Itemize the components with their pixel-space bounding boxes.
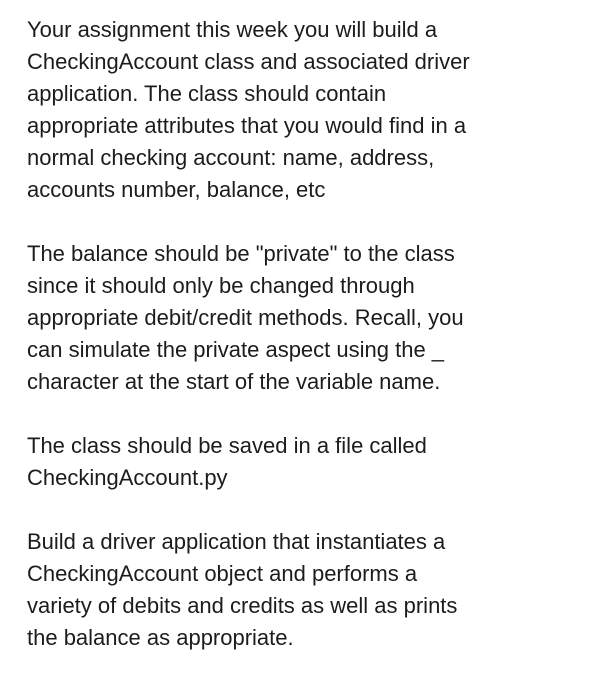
text-line: appropriate attributes that you would find in a	[27, 113, 467, 138]
text-line: CheckingAccount object and performs a	[27, 561, 418, 586]
text-line: character at the start of the variable name.	[27, 369, 441, 394]
text-line: variety of debits and credits as well as prints	[27, 593, 458, 618]
paragraph-assignment-overview	[27, 14, 571, 206]
text-line: CheckingAccount.py	[27, 465, 228, 490]
text-line: since it should only be changed through	[27, 273, 415, 298]
text-line: the balance as appropriate.	[27, 625, 294, 650]
paragraph-private-balance	[27, 238, 571, 398]
paragraph-driver-application	[27, 526, 571, 654]
text-line: accounts number, balance, etc	[27, 177, 326, 202]
text-line: appropriate debit/credit methods. Recall, you	[27, 305, 464, 330]
text-line: CheckingAccount class and associated driver	[27, 49, 470, 74]
text-line: Your assignment this week you will build a	[27, 17, 438, 42]
text-line: can simulate the private aspect using the _	[27, 337, 445, 362]
text-line: application. The class should contain	[27, 81, 387, 106]
text-line: Build a driver application that instantiates a	[27, 529, 446, 554]
text-line: The class should be saved in a file called	[27, 433, 427, 458]
paragraph-file-name	[27, 430, 571, 494]
text-line: normal checking account: name, address,	[27, 145, 435, 170]
text-line: The balance should be "private" to the class	[27, 241, 455, 266]
